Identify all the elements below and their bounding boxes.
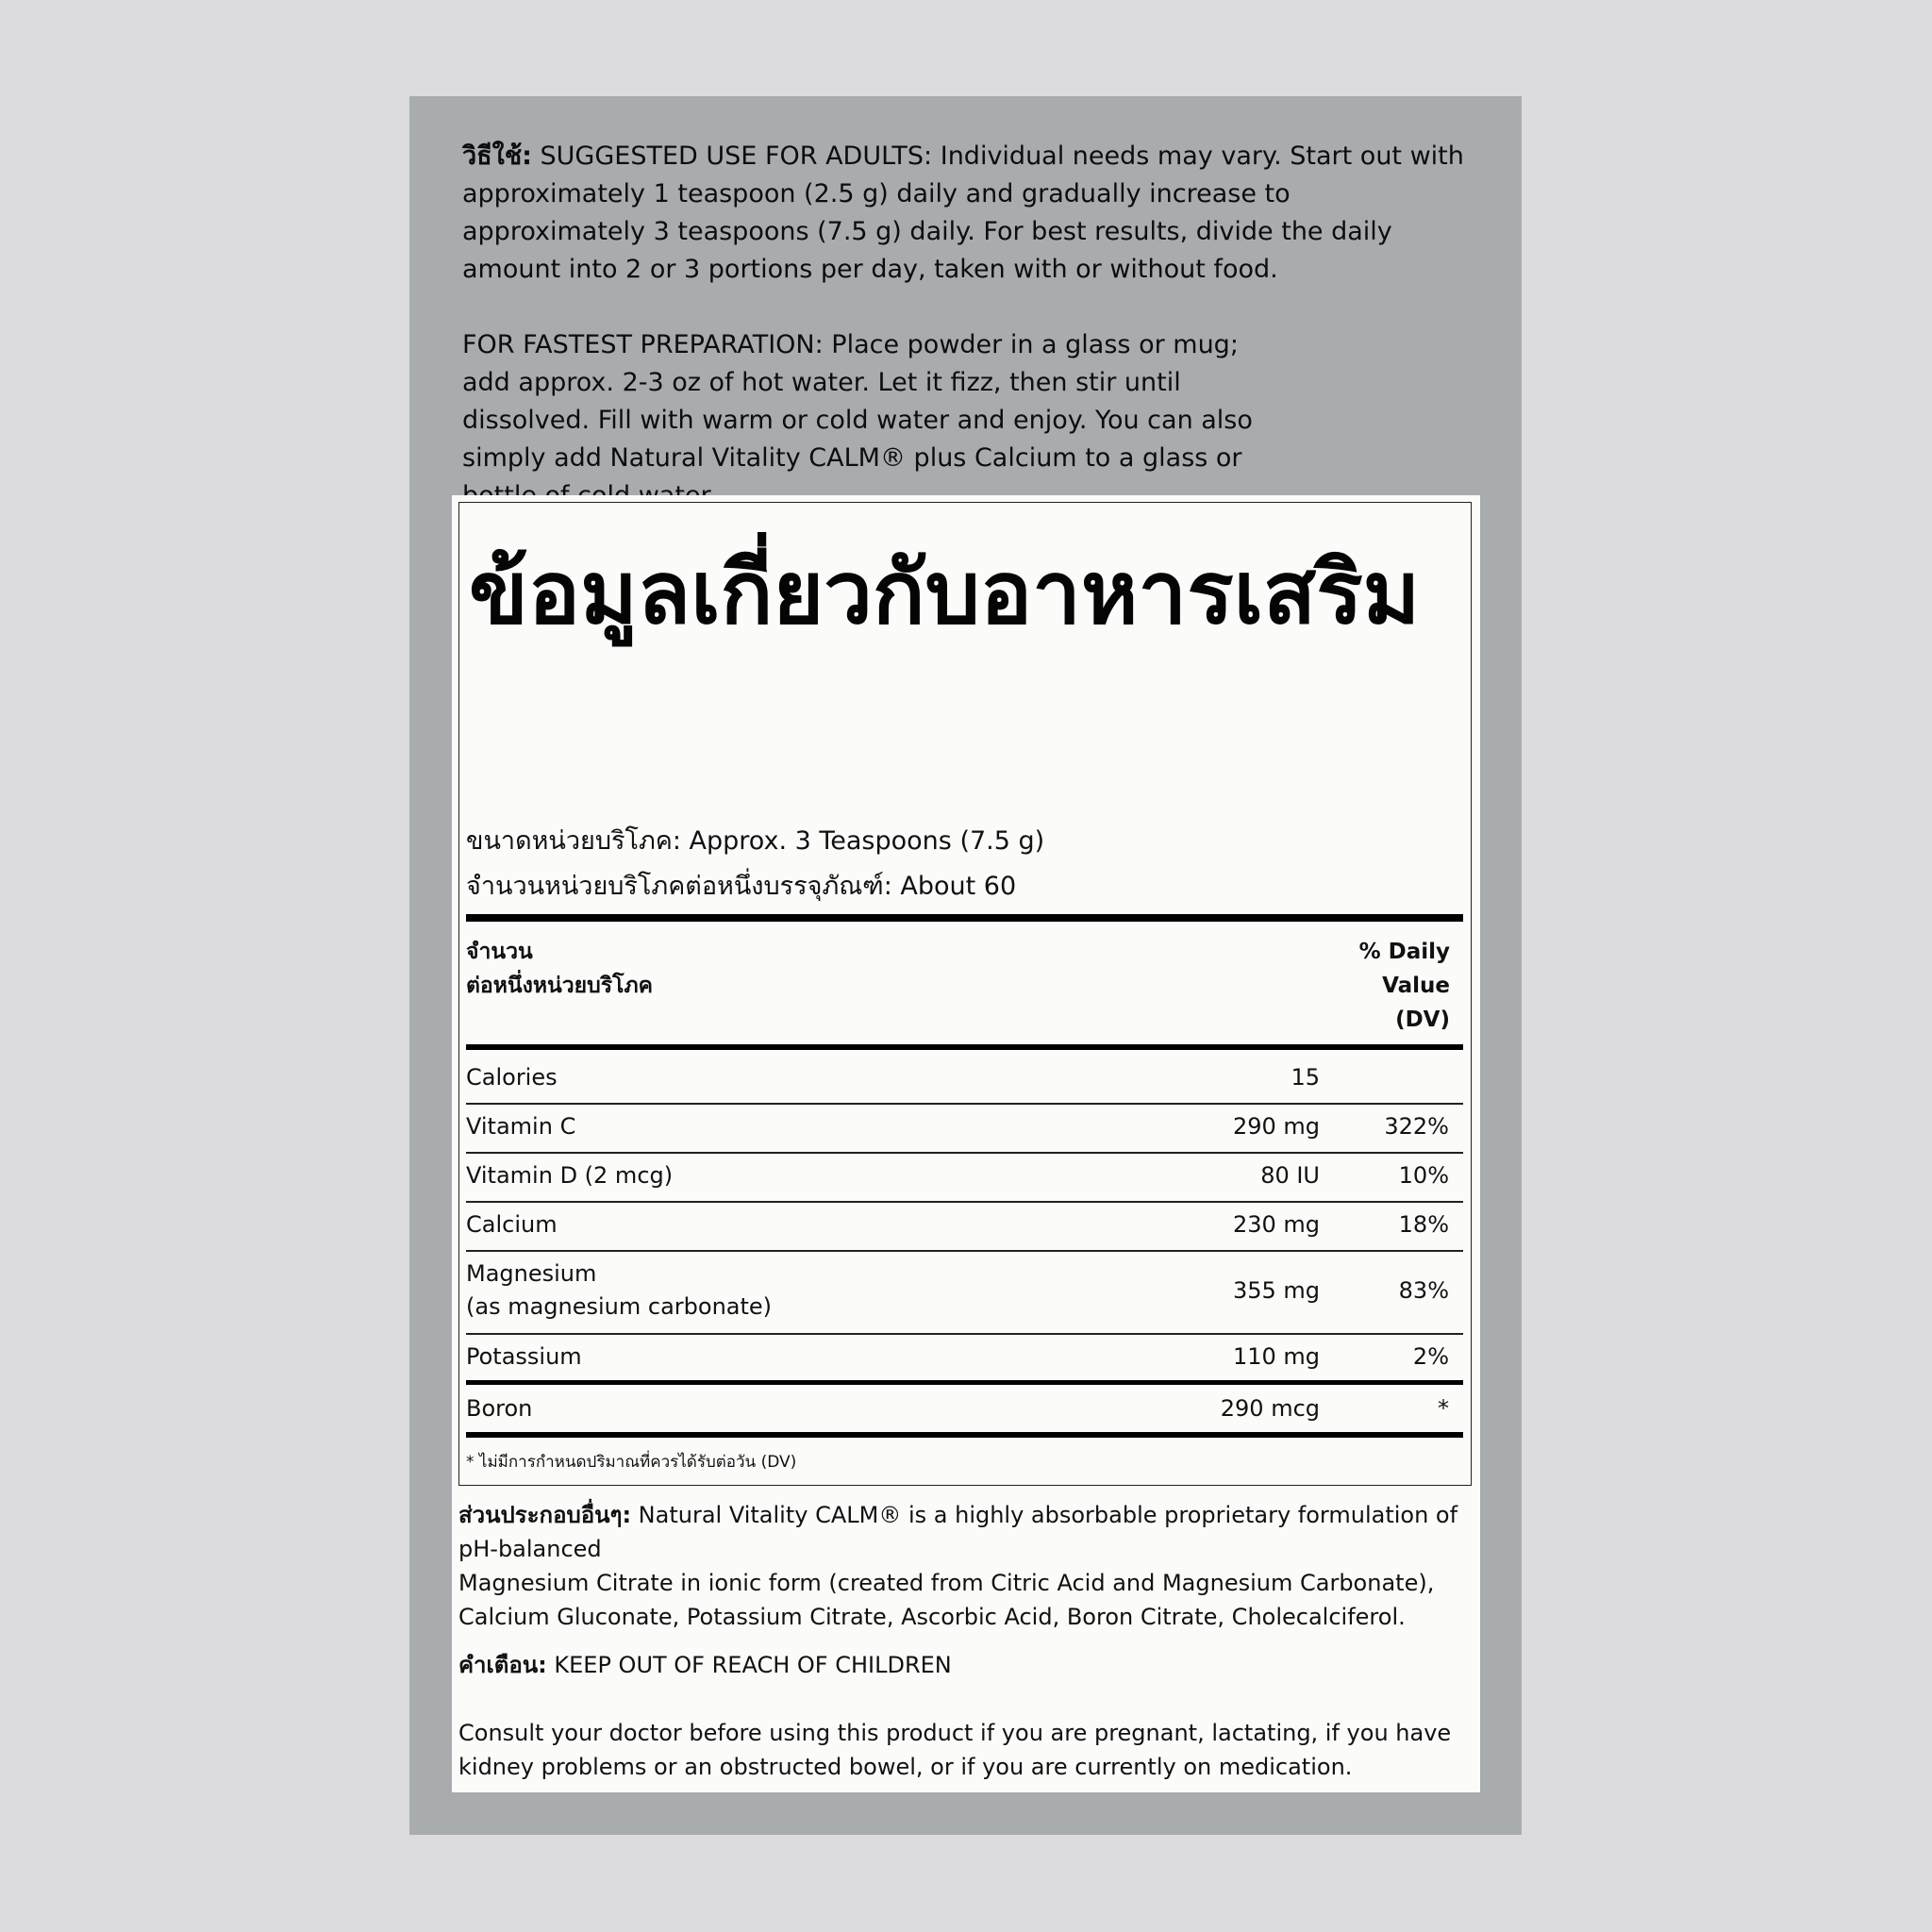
suggested-use	[462, 138, 1481, 515]
dv-footnote: * ไม่มีการกำหนดปริมาณที่ควรได้รับต่อวัน (DV)	[466, 1453, 797, 1472]
nutrient-name: Vitamin C	[466, 1113, 576, 1140]
nutrient-dv: 18%	[1398, 1211, 1449, 1238]
row-divider	[466, 1152, 1463, 1154]
ingredients-paragraph	[458, 1498, 1468, 1566]
amount-header-line2: ต่อหนึ่งหน่วยบริโภค	[466, 974, 653, 998]
suggested-use-paragraph	[462, 138, 1481, 289]
ingredients-label: ส่วนประกอบอื่นๆ:	[458, 1502, 632, 1528]
warning-paragraph	[458, 1648, 1468, 1682]
ingredients-text-2: Magnesium Citrate in ionic form (created from Citric Acid and Magnesium Carbonate), Calcium Gluconate, Potassium Citrate, Ascorbic Acid, Boron Citrate, Cholecalciferol.	[458, 1570, 1435, 1630]
dv-header-line1: % Daily	[1358, 940, 1450, 964]
servings-per-container: จำนวนหน่วยบริโภคต่อหนึ่งบรรจุภัณฑ์: About 60	[466, 872, 1017, 901]
ingredients-text-1: Natural Vitality CALM® is a highly absorbable proprietary formulation of pH-balanced	[458, 1502, 1458, 1562]
nutrient-dv: 10%	[1398, 1162, 1449, 1189]
nutrient-name: Calcium	[466, 1211, 558, 1238]
supplement-facts-box	[458, 502, 1472, 1486]
nutrient-amount: 110 mg	[1232, 1343, 1320, 1370]
dv-header-line3: (DV)	[1395, 1008, 1450, 1032]
nutrient-name-line1: Magnesium	[466, 1260, 597, 1287]
row-divider	[466, 1333, 1463, 1335]
nutrient-row	[466, 1257, 1463, 1325]
supplement-facts-label	[452, 495, 1480, 1792]
nutrient-name: Vitamin D (2 mcg)	[466, 1162, 674, 1189]
nutrient-amount: 355 mg	[1232, 1277, 1320, 1304]
daily-value-header	[1359, 935, 1450, 1037]
row-divider	[466, 1103, 1463, 1105]
amount-header-line1: จำนวน	[466, 940, 533, 964]
warning-text: KEEP OUT OF REACH OF CHILDREN	[546, 1652, 952, 1678]
dv-header-line2: Value	[1382, 974, 1450, 998]
nutrient-name: Potassium	[466, 1343, 582, 1370]
suggested-use-label: วิธีใช้:	[462, 142, 532, 171]
amount-per-serving-header	[466, 935, 653, 1003]
facts-title: ข้อมูลเกี่ยวกับอาหารเสริม	[469, 542, 1421, 643]
nutrient-amount: 290 mcg	[1220, 1395, 1320, 1422]
warning-label: คำเตือน:	[458, 1652, 547, 1678]
nutrient-name: Calories	[466, 1064, 558, 1091]
thick-divider	[466, 914, 1463, 922]
nutrient-amount: 290 mg	[1232, 1113, 1320, 1140]
row-divider-thick	[466, 1380, 1463, 1385]
nutrient-dv: 2%	[1412, 1343, 1449, 1370]
nutrient-amount: 15	[1291, 1064, 1320, 1091]
bottom-divider	[466, 1432, 1463, 1438]
other-info	[458, 1498, 1468, 1784]
nutrient-amount: 230 mg	[1232, 1211, 1320, 1238]
nutrient-name: Boron	[466, 1395, 533, 1422]
nutrient-name-line2: (as magnesium carbonate)	[466, 1293, 773, 1320]
row-divider	[466, 1201, 1463, 1203]
nutrient-dv: *	[1438, 1395, 1449, 1422]
nutrient-amount: 80 IU	[1260, 1162, 1320, 1189]
row-divider	[466, 1250, 1463, 1252]
nutrient-dv: 322%	[1384, 1113, 1449, 1140]
preparation-text: FOR FASTEST PREPARATION: Place powder in a glass or mug; add approx. 2-3 oz of hot water. Let it fizz, then stir until dissolved. Fill with warm or cold water and enjoy. You can also simply add Natural Vitality CALM® plus Calcium to a glass or	[462, 330, 1253, 473]
consult-text: Consult your doctor before using this product if you are pregnant, lactating, if you have kidney problems or an obstructed bowel, or if you are currently on medication.	[458, 1720, 1452, 1780]
nutrient-name	[466, 1257, 772, 1324]
serving-size: ขนาดหน่วยบริโภค: Approx. 3 Teaspoons (7.5 g)	[466, 826, 1045, 856]
nutrient-dv: 83%	[1398, 1277, 1449, 1304]
serving-info	[466, 819, 1457, 909]
header-divider	[466, 1044, 1463, 1050]
suggested-use-text: SUGGESTED USE FOR ADULTS: Individual needs may vary. Start out with approximately 1 teaspoon (2.5 g) daily and gradually increase to approximately 3 teaspoons (7.5 g) daily. For best results, divide the daily amount into 2 or 3 portions per day, taken with or without food.	[462, 142, 1464, 284]
